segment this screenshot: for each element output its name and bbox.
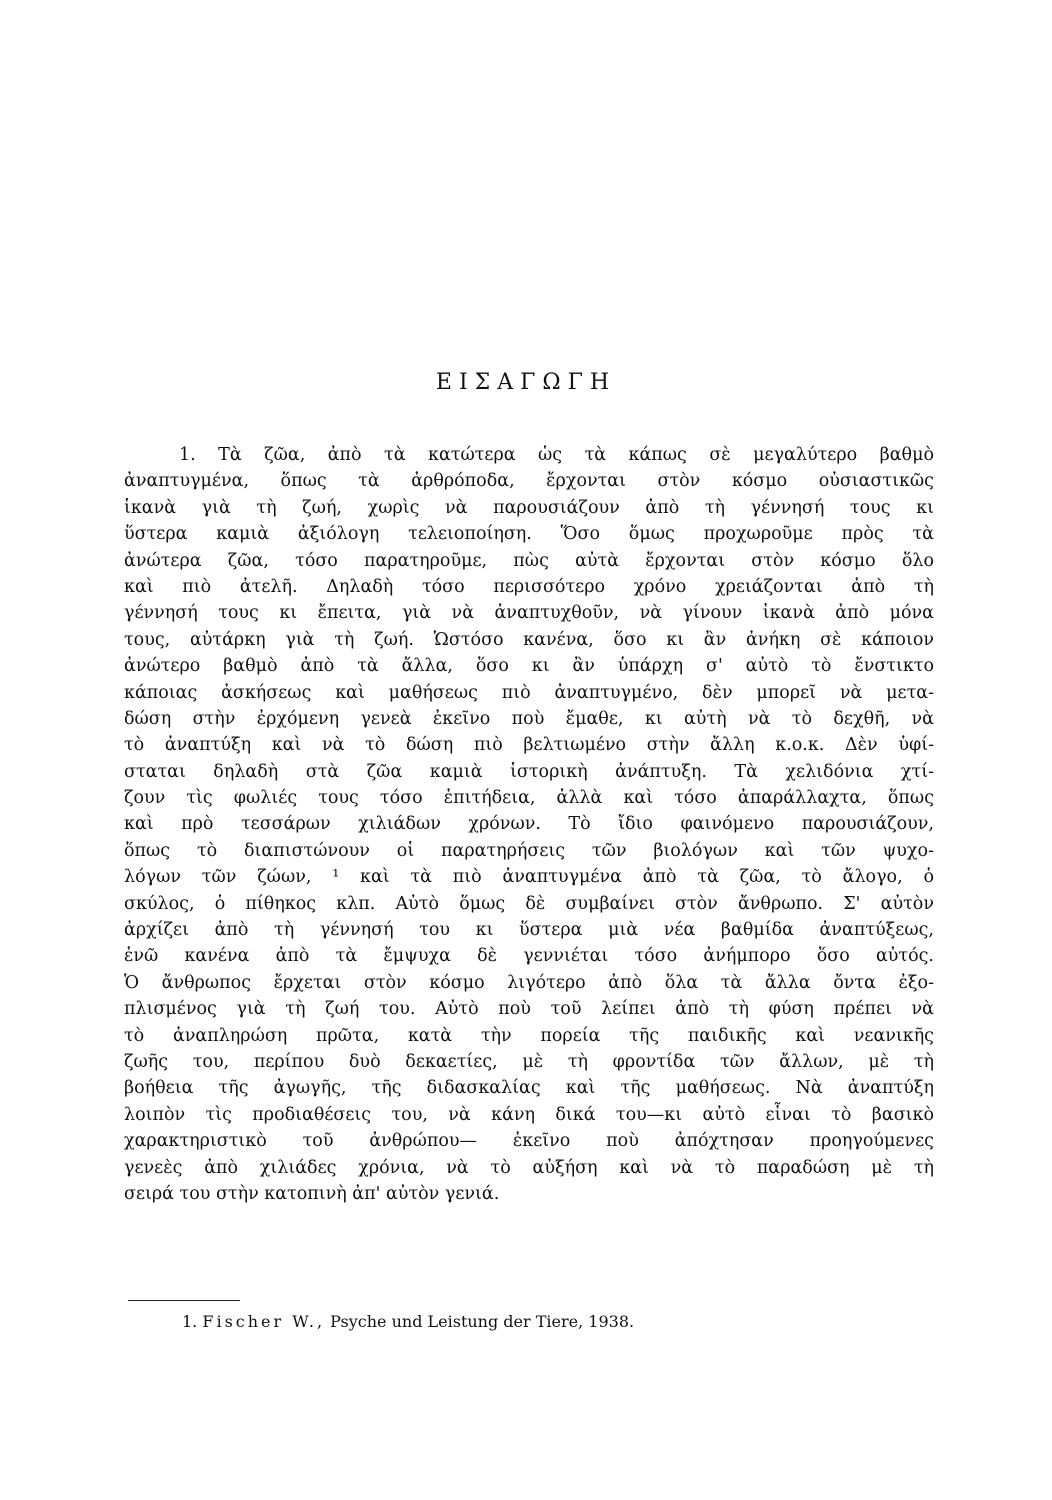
- paragraph-line: χαρακτηριστικὸ τοῦ ἀνθρώπου— ἐκεῖνο ποὺ ἀπόχτησαν προηγούμενες: [124, 1131, 934, 1152]
- footnote-title: Psyche und Leistung der Tiere, 1938.: [330, 1312, 635, 1331]
- paragraph-line: καὶ πρὸ τεσσάρων χιλιάδων χρόνων. Τὸ ἴδιο φαινόμενο παρουσιάζουν,: [124, 814, 934, 835]
- paragraph-line: ἀναπτυγμένα, ὅπως τὰ ἀρθρόποδα, ἔρχονται στὸν κόσμο οὐσιαστικῶς: [124, 471, 934, 492]
- paragraph-line: ἀνώτερο βαθμὸ ἀπὸ τὰ ἄλλα, ὅσο κι ἂν ὑπάρχη σ' αὐτὸ τὸ ἔνστικτο: [124, 656, 934, 677]
- footnote-author: Fischer W.,: [202, 1312, 326, 1331]
- paragraph-line: λοιπὸν τὶς προδιαθέσεις του, νὰ κάνη δικά του—κι αὐτὸ εἶναι τὸ βασικὸ: [124, 1104, 934, 1125]
- paragraph-line: λόγων τῶν ζώων, ¹ καὶ τὰ πιὸ ἀναπτυγμένα ἀπὸ τὰ ζῶα, τὸ ἄλογο, ὁ: [124, 867, 934, 888]
- paragraph-line: τὸ ἀναπτύξη καὶ νὰ τὸ δώση πιὸ βελτιωμένο στὴν ἄλλη κ.ο.κ. Δὲν ὑφί-: [124, 735, 934, 756]
- paragraph-line: καὶ πιὸ ἀτελῆ. Δηλαδὴ τόσο περισσότερο χρόνο χρειάζονται ἀπὸ τὴ: [124, 576, 934, 597]
- paragraph-line: σειρά του στὴν κατοπινὴ ἀπ' αὐτὸν γενιά.: [124, 1183, 500, 1204]
- chapter-heading: ΕΙΣΑΓΩΓΗ: [435, 370, 617, 395]
- paragraph-line: ἀρχίζει ἀπὸ τὴ γέννησή του κι ὕστερα μιὰ νέα βαθμίδα ἀναπτύξεως,: [124, 920, 934, 941]
- paragraph-line: τὸ ἀναπληρώση πρῶτα, κατὰ τὴν πορεία τῆς παιδικῆς καὶ νεανικῆς: [124, 1025, 934, 1046]
- paragraph-line: ὅπως τὸ διαπιστώνουν οἱ παρατηρήσεις τῶν βιολόγων καὶ τῶν ψυχο-: [124, 840, 934, 861]
- paragraph-line: ἀνώτερα ζῶα, τόσο παρατηροῦμε, πὼς αὐτὰ ἔρχονται στὸν κόσμο ὅλο: [124, 550, 934, 571]
- paragraph-line: γέννησή τους κι ἔπειτα, γιὰ νὰ ἀναπτυχθοῦν, νὰ γίνουν ἱκανὰ ἀπὸ μόνα: [124, 603, 934, 624]
- paragraph-line: σταται δηλαδὴ στὰ ζῶα καμιὰ ἱστορικὴ ἀνάπτυξη. Τὰ χελιδόνια χτί-: [124, 761, 934, 782]
- paragraph-line: πλισμένος γιὰ τὴ ζωή του. Αὐτὸ ποὺ τοῦ λείπει ἀπὸ τὴ φύση πρέπει νὰ: [124, 999, 934, 1020]
- paragraph-line: ζουν τὶς φωλιές τους τόσο ἐπιτήδεια, ἀλλὰ καὶ τόσο ἀπαράλλαχτα, ὅπως: [124, 788, 934, 809]
- footnote-divider: [128, 1300, 240, 1301]
- footnote: [182, 1310, 634, 1334]
- body-paragraph: [124, 442, 934, 1207]
- footnote-marker: 1.: [182, 1312, 198, 1331]
- paragraph-line: σκύλος, ὁ πίθηκος κλπ. Αὐτὸ ὅμως δὲ συμβαίνει στὸν ἄνθρωπο. Σ' αὐτὸν: [124, 893, 934, 914]
- paragraph-line: κάποιας ἀσκήσεως καὶ μαθήσεως πιὸ ἀναπτυγμένο, δὲν μπορεῖ νὰ μετα-: [124, 682, 934, 703]
- paragraph-line: ἐνῶ κανένα ἀπὸ τὰ ἔμψυχα δὲ γεννιέται τόσο ἀνήμπορο ὅσο αὐτός.: [124, 946, 934, 967]
- paragraph-line: ὕστερα καμιὰ ἀξιόλογη τελειοποίηση. Ὅσο ὅμως προχωροῦμε πρὸς τὰ: [124, 524, 934, 545]
- paragraph-line: ζωῆς του, περίπου δυὸ δεκαετίες, μὲ τὴ φροντίδα τῶν ἄλλων, μὲ τὴ: [124, 1051, 934, 1072]
- paragraph-line: 1. Τὰ ζῶα, ἀπὸ τὰ κατώτερα ὡς τὰ κάπως σὲ μεγαλύτερο βαθμὸ: [179, 445, 934, 465]
- paragraph-line: Ὁ ἄνθρωπος ἔρχεται στὸν κόσμο λιγότερο ἀπὸ ὅλα τὰ ἄλλα ὄντα ἐξο-: [124, 972, 934, 993]
- paragraph-line: βοήθεια τῆς ἀγωγῆς, τῆς διδασκαλίας καὶ τῆς μαθήσεως. Νὰ ἀναπτύξη: [124, 1078, 934, 1099]
- paragraph-line: ἱκανὰ γιὰ τὴ ζωή, χωρὶς νὰ παρουσιάζουν ἀπὸ τὴ γέννησή τους κι: [124, 497, 934, 518]
- paragraph-line: δώση στὴν ἐρχόμενη γενεὰ ἐκεῖνο ποὺ ἔμαθε, κι αὐτὴ νὰ τὸ δεχθῆ, νὰ: [124, 708, 934, 729]
- paragraph-line: τους, αὐτάρκη γιὰ τὴ ζωή. Ὡστόσο κανένα, ὅσο κι ἂν ἀνήκη σὲ κάποιον: [124, 629, 934, 650]
- paragraph-line: γενεὲς ἀπὸ χιλιάδες χρόνια, νὰ τὸ αὐξήση καὶ νὰ τὸ παραδώση μὲ τὴ: [124, 1157, 934, 1178]
